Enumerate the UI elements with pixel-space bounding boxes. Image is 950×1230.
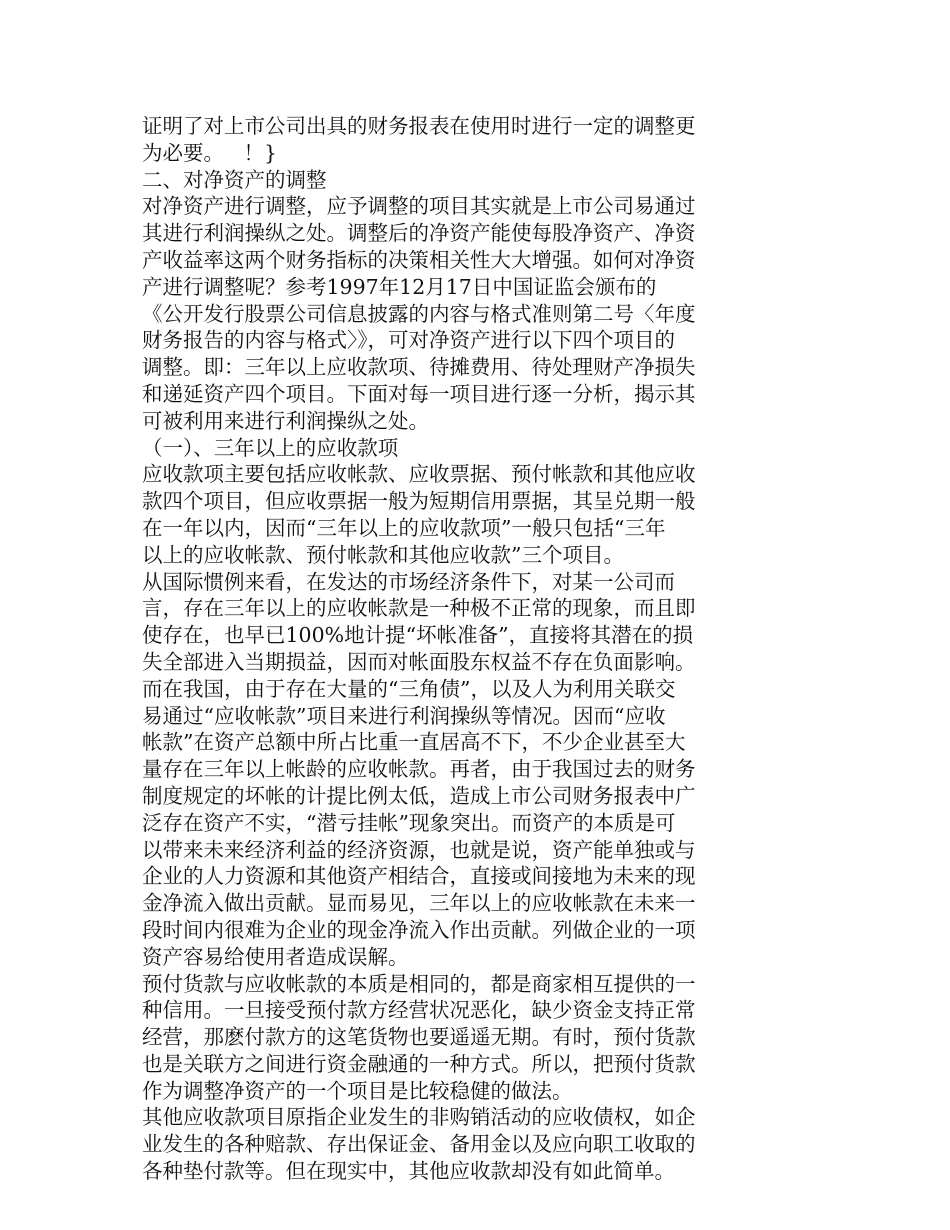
text-line: 业发生的各种赔款、存出保证金、备用金以及应向职工收取的 [142, 1132, 696, 1157]
text-line: 量存在三年以上帐龄的应收帐款。再者，由于我国过去的财务 [142, 757, 696, 782]
text-line: 财务报告的内容与格式〉》，可对净资产进行以下四个项目的 [142, 328, 675, 353]
text-line: 经营，那麽付款方的这笔货物也要遥遥无期。有时，预付货款 [142, 1025, 696, 1050]
text-line: 也是关联方之间进行资金融通的一种方式。所以，把预付货款 [142, 1051, 696, 1076]
text-line: 其进行利润操纵之处。调整后的净资产能使每股净资产、净资 [142, 221, 696, 246]
text-line: 言，存在三年以上的应收帐款是一种极不正常的现象，而且即 [142, 596, 696, 621]
text-line: 各种垫付款等。但在现实中，其他应收款却没有如此简单。 [142, 1159, 675, 1184]
text-line: 从国际惯例来看，在发达的市场经济条件下，对某一公司而 [142, 569, 675, 594]
text-line: 可被利用来进行利润操纵之处。 [142, 408, 429, 433]
text-line: 在一年以内，因而“三年以上的应收款项”一般只包括“三年 [142, 515, 666, 540]
text-line: 易通过“应收帐款”项目来进行利润操纵等情况。因而“应收 [142, 703, 666, 728]
subsection-heading: （一）、三年以上的应收款项 [142, 435, 399, 460]
text-line: 《公开发行股票公司信息披露的内容与格式准则第二号〈年度 [142, 301, 696, 326]
section-heading: 二、对净资产的调整 [142, 167, 327, 192]
text-line: 应收款项主要包括应收帐款、应收票据、预付帐款和其他应收 [142, 462, 696, 487]
text-line: 调整。即：三年以上应收款项、待摊费用、待处理财产净损失 [142, 355, 696, 380]
text-line: 为必要。 ！} [142, 140, 278, 165]
text-line: 以上的应收帐款、预付帐款和其他应收款”三个项目。 [142, 542, 624, 567]
text-line: 以带来未来经济利益的经济资源，也就是说，资产能单独或与 [142, 837, 696, 862]
text-line: 金净流入做出贡献。显而易见，三年以上的应收帐款在未来一 [142, 891, 696, 916]
text-line: 使存在，也早已100%地计提“坏帐准备”，直接将其潜在的损 [142, 623, 694, 648]
document-page [142, 113, 742, 1185]
text-line: 产进行调整呢？参考1997年12月17日中国证监会颁布的 [142, 274, 657, 299]
text-line: 其他应收款项目原指企业发生的非购销活动的应收债权，如企 [142, 1105, 696, 1130]
text-line: 证明了对上市公司出具的财务报表在使用时进行一定的调整更 [142, 114, 696, 138]
text-line: 预付货款与应收帐款的本质是相同的，都是商家相互提供的一 [142, 971, 696, 996]
text-line: 失全部进入当期损益，因而对帐面股东权益不存在负面影响。 [142, 649, 696, 674]
text-line: 对净资产进行调整，应予调整的项目其实就是上市公司易通过 [142, 194, 696, 219]
text-line: 和递延资产四个项目。下面对每一项目进行逐一分析，揭示其 [142, 381, 696, 406]
text-line: 款四个项目，但应收票据一般为短期信用票据，其呈兑期一般 [142, 489, 696, 514]
text-line: 资产容易给使用者造成误解。 [142, 944, 409, 969]
text-line: 而在我国，由于存在大量的“三角债”，以及人为利用关联交 [142, 676, 676, 701]
text-line: 段时间内很难为企业的现金净流入作出贡献。列做企业的一项 [142, 917, 696, 942]
text-line: 泛存在资产不实，“潜亏挂帐”现象突出。而资产的本质是可 [142, 810, 676, 835]
text-line: 制度规定的坏帐的计提比例太低，造成上市公司财务报表中广 [142, 783, 696, 808]
text-line: 作为调整净资产的一个项目是比较稳健的做法。 [142, 1078, 573, 1103]
text-line: 种信用。一旦接受预付款方经营状况恶化，缺少资金支持正常 [142, 998, 696, 1023]
text-line: 产收益率这两个财务指标的决策相关性大大增强。如何对净资 [142, 247, 696, 272]
text-line: 帐款”在资产总额中所占比重一直居高不下，不少企业甚至大 [142, 730, 686, 755]
text-line: 企业的人力资源和其他资产相结合，直接或间接地为未来的现 [142, 864, 696, 889]
